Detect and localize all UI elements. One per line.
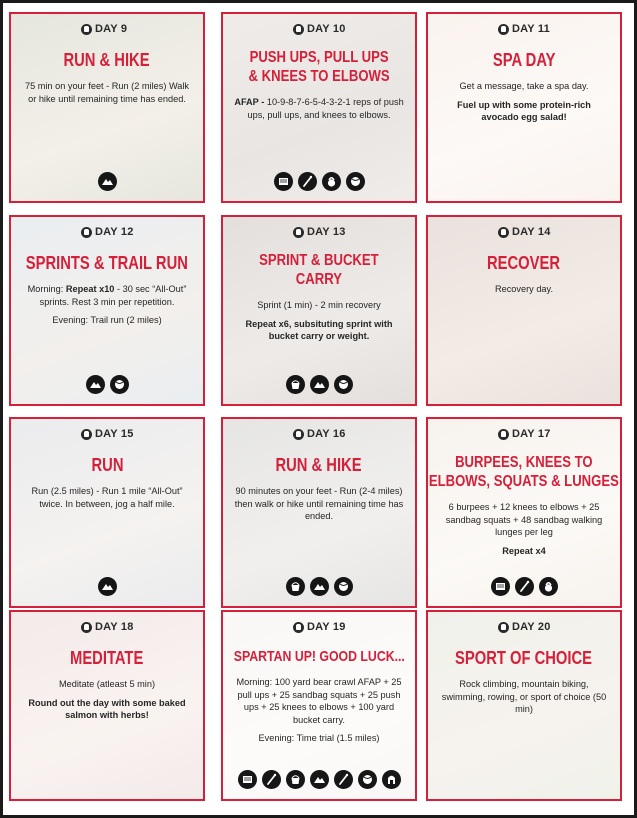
workout-title-line: RECOVER	[487, 253, 561, 273]
description-paragraph	[438, 678, 610, 716]
rope-icon	[262, 770, 281, 789]
rope-icon	[515, 577, 534, 596]
workout-title-line: PUSH UPS, PULL UPS	[249, 49, 389, 66]
workout-description	[438, 80, 610, 130]
workout-title	[493, 50, 556, 70]
workout-title	[233, 648, 404, 666]
day-label	[293, 427, 346, 441]
day-label	[81, 22, 127, 36]
spartan-logo-icon	[293, 429, 304, 440]
workout-title	[91, 455, 123, 475]
spartan-logo-icon	[81, 622, 92, 633]
day-card	[221, 12, 417, 203]
card-content	[11, 612, 203, 799]
text: Sprint (1 min) - 2 min recovery	[257, 300, 381, 310]
day-card	[9, 12, 205, 203]
description-paragraph	[21, 314, 193, 327]
text: Run (2.5 miles) - Run 1 mile “All-Out” twice. In between, jog a half mile.	[31, 486, 183, 509]
text: Morning: 100 yard bear crawl AFAP + 25 pull ups + 25 sandbag squats + 25 push ups + 25 knees to elbows + 100 yard bucket carry.	[236, 677, 402, 725]
description-paragraph	[21, 697, 193, 722]
spartan-logo-icon	[498, 227, 509, 238]
text: Evening: Trail run (2 miles)	[52, 315, 162, 325]
description-paragraph	[233, 318, 405, 343]
workout-title-line: SPA DAY	[492, 50, 556, 70]
workout-description	[21, 283, 193, 333]
spartan-helmet-icon	[382, 770, 401, 789]
ball-icon	[334, 577, 353, 596]
workout-title	[456, 648, 593, 668]
spartan-logo-icon	[498, 24, 509, 35]
day-number: DAY 9	[95, 23, 128, 35]
workout-title-line: ELBOWS, SQUATS & LUNGES	[428, 473, 620, 490]
ball-icon	[346, 172, 365, 191]
day-number: DAY 16	[307, 428, 346, 440]
workout-title	[70, 648, 143, 668]
description-paragraph	[233, 732, 405, 745]
text: Evening: Time trial (1.5 miles)	[258, 733, 380, 743]
text: Morning:	[27, 284, 66, 294]
workout-title-line: CARRY	[295, 271, 343, 288]
mountain-icon	[310, 770, 329, 789]
day-card	[221, 215, 417, 406]
description-paragraph	[438, 283, 610, 296]
day-card	[426, 215, 622, 406]
text: Rock climbing, mountain biking, swimming, rowing, or sport of choice (50 min)	[441, 679, 607, 714]
description-paragraph	[233, 485, 405, 523]
equipment-icons	[223, 770, 415, 789]
text: Meditate (atleast 5 min)	[59, 679, 155, 689]
kettlebell-icon	[539, 577, 558, 596]
text: 6 burpees + 12 knees to elbows + 25 sandbag squats + 48 sandbag walking lunges per leg	[445, 502, 603, 537]
card-content	[428, 14, 620, 201]
day-number: DAY 14	[512, 226, 551, 238]
bold-text: Repeat x6, subsituting sprint with bucket carry or weight.	[245, 318, 393, 341]
scale-icon	[274, 172, 293, 191]
day-label	[293, 225, 346, 239]
day-number: DAY 19	[307, 621, 346, 633]
day-card	[9, 610, 205, 801]
spartan-logo-icon	[81, 227, 92, 238]
workout-title	[487, 253, 560, 273]
description-paragraph	[21, 678, 193, 691]
equipment-icons	[11, 172, 203, 191]
workout-title-line: RUN & HIKE	[63, 50, 151, 70]
workout-description	[233, 676, 405, 751]
bold-text: Fuel up with some protein-rich avocado egg salad!	[457, 99, 591, 122]
text: 75 min on your feet - Run (2 miles) Walk or hike until remaining time has ended.	[24, 81, 190, 104]
bucket-icon	[286, 375, 305, 394]
description-paragraph	[233, 96, 405, 121]
workout-description	[438, 501, 610, 563]
day-card	[221, 417, 417, 608]
day-number: DAY 12	[95, 226, 134, 238]
day-label	[81, 427, 134, 441]
text: 90 minutes on your feet - Run (2-4 miles) then walk or hike until remaining time has ended.	[234, 486, 404, 521]
description-paragraph	[438, 99, 610, 124]
spartan-logo-icon	[498, 622, 509, 633]
spartan-logo-icon	[293, 227, 304, 238]
text: 10-9-8-7-6-5-4-3-2-1 reps of push ups, pull ups, and knees to elbows.	[247, 97, 404, 120]
workout-title-line: & KNEES TO ELBOWS	[248, 68, 390, 85]
text: Get a message, take a spa day.	[459, 81, 589, 91]
workout-title	[26, 253, 188, 273]
day-number: DAY 13	[307, 226, 346, 238]
bold-text: Repeat x4	[502, 545, 546, 556]
description-paragraph	[233, 299, 405, 312]
workout-title-line: SPORT OF CHOICE	[455, 648, 593, 668]
day-label	[293, 22, 346, 36]
scale-icon	[238, 770, 257, 789]
mountain-icon	[310, 375, 329, 394]
workout-title-line: RUN & HIKE	[275, 455, 363, 475]
ball-icon	[334, 375, 353, 394]
bucket-icon	[286, 770, 305, 789]
day-card	[221, 610, 417, 801]
day-card	[426, 417, 622, 608]
rope-icon	[298, 172, 317, 191]
equipment-icons	[223, 172, 415, 191]
day-card	[9, 215, 205, 406]
workout-description	[233, 299, 405, 349]
day-number: DAY 10	[307, 23, 346, 35]
workout-title-line: MEDITATE	[70, 648, 144, 668]
bucket-icon	[286, 577, 305, 596]
equipment-icons	[223, 577, 415, 596]
workout-description	[438, 678, 610, 722]
ball-icon	[110, 375, 129, 394]
text: Recovery day.	[494, 284, 554, 294]
workout-title-line: BURPEES, KNEES TO	[455, 454, 593, 471]
bold-text: AFAP -	[234, 97, 267, 107]
day-label	[498, 620, 551, 634]
day-number: DAY 18	[95, 621, 134, 633]
day-number: DAY 11	[512, 23, 550, 35]
workout-title	[64, 50, 150, 70]
spartan-logo-icon	[81, 429, 92, 440]
spartan-logo-icon	[293, 24, 304, 35]
description-paragraph	[438, 501, 610, 539]
bold-text: Repeat x10	[65, 284, 115, 294]
spartan-logo-icon	[293, 622, 304, 633]
description-paragraph	[21, 80, 193, 105]
equipment-icons	[11, 577, 203, 596]
workout-title-line: RUN	[91, 455, 123, 475]
description-paragraph	[438, 80, 610, 93]
workout-title-line: SPRINT & BUCKET	[259, 252, 379, 269]
day-label	[498, 225, 551, 239]
workout-description	[233, 96, 405, 127]
description-paragraph	[21, 485, 193, 510]
mountain-icon	[310, 577, 329, 596]
scale-icon	[491, 577, 510, 596]
day-card	[426, 12, 622, 203]
description-paragraph	[438, 545, 610, 558]
equipment-icons	[428, 577, 620, 596]
mountain-icon	[98, 172, 117, 191]
spartan-logo-icon	[81, 24, 92, 35]
bold-text: Round out the day with some baked salmon with herbs!	[28, 697, 186, 720]
day-card	[9, 417, 205, 608]
workout-title	[429, 453, 619, 491]
workout-title-line: SPARTAN UP! GOOD LUCK...	[233, 648, 405, 665]
card-content	[428, 217, 620, 404]
workout-title-line: SPRINTS & TRAIL RUN	[25, 253, 189, 273]
card-content	[428, 612, 620, 799]
day-label	[81, 620, 134, 634]
mountain-icon	[98, 577, 117, 596]
spartan-logo-icon	[498, 429, 509, 440]
day-number: DAY 15	[95, 428, 134, 440]
workout-calendar-grid	[5, 6, 633, 814]
day-label	[498, 22, 550, 36]
mountain-icon	[86, 375, 105, 394]
ball-icon	[358, 770, 377, 789]
workout-title	[259, 251, 379, 289]
workout-description	[21, 80, 193, 111]
description-paragraph	[21, 283, 193, 308]
workout-description	[21, 485, 193, 516]
day-number: DAY 20	[512, 621, 551, 633]
workout-description	[438, 283, 610, 302]
equipment-icons	[223, 375, 415, 394]
day-label	[293, 620, 346, 634]
workout-title	[248, 48, 389, 86]
workout-title	[276, 455, 362, 475]
equipment-icons	[11, 375, 203, 394]
kettlebell-icon	[322, 172, 341, 191]
day-card	[426, 610, 622, 801]
day-label	[81, 225, 134, 239]
rope-icon	[334, 770, 353, 789]
day-label	[498, 427, 551, 441]
text: - 30 sec “All-Out” sprints. Rest 3 min per repetition.	[39, 284, 187, 307]
description-paragraph	[233, 676, 405, 726]
workout-description	[21, 678, 193, 728]
day-number: DAY 17	[512, 428, 551, 440]
workout-description	[233, 485, 405, 529]
